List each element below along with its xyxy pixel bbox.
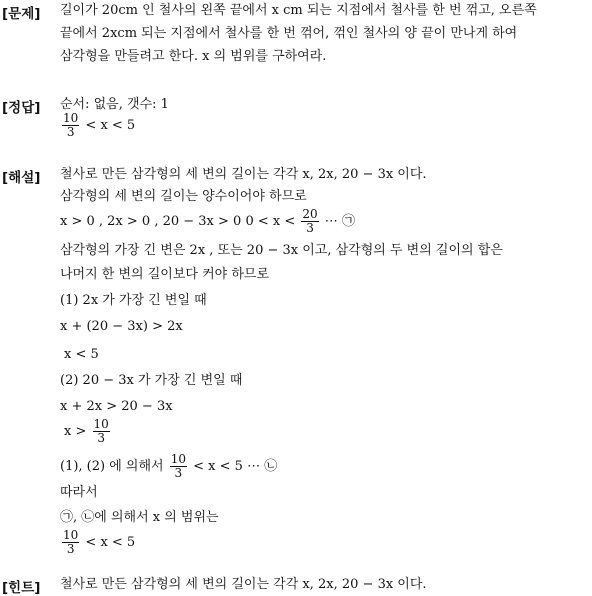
hint-line: 철사로 만든 삼각형의 세 변의 길이는 각각 x, 2x, 20 − 3x 이다. xyxy=(60,577,427,592)
solution-line-11 xyxy=(64,418,112,445)
combine-text: (1), (2) 에 의해서 xyxy=(60,459,164,474)
fraction-numerator: 10 xyxy=(93,417,109,431)
mark-giyeok: ㉠ xyxy=(341,214,355,229)
problem-section xyxy=(0,2,592,72)
ellipsis: ⋯ xyxy=(324,214,338,229)
fraction-numerator: 20 xyxy=(302,207,318,221)
answer-tag: [정답] xyxy=(2,100,41,116)
solution-line-12 xyxy=(60,453,277,480)
solution-line-14: ㉠, ㉡에 의해서 x 의 범위는 xyxy=(60,510,219,525)
problem-tag: [문제] xyxy=(2,6,41,22)
solution-tag: [해설] xyxy=(2,170,41,186)
fraction-20-3 xyxy=(301,208,318,235)
hint-tag: [힌트] xyxy=(2,580,41,596)
fraction-denominator: 3 xyxy=(93,431,110,445)
fraction-denominator: 3 xyxy=(62,542,79,556)
solution-line-4: 삼각형의 가장 긴 변은 2x , 또는 20 − 3x 이고, 삼각형의 두 변의 길이의 합은 xyxy=(60,243,503,258)
solution-section xyxy=(0,166,592,566)
solution-line-7: x + (20 − 3x) > 2x xyxy=(60,319,183,334)
solution-line-13: 따라서 xyxy=(60,485,98,500)
problem-line-1: 길이가 20cm 인 철사의 왼쪽 끝에서 x cm 되는 지점에서 철사를 한 번 꺾고, 오른쪽 xyxy=(60,3,537,18)
fraction-denominator: 3 xyxy=(62,125,79,139)
solution-line-6: (1) 2x 가 가장 긴 변일 때 xyxy=(60,293,207,308)
final-range-text: < x < 5 xyxy=(85,535,136,550)
solution-line-1: 철사로 만든 삼각형의 세 변의 길이는 각각 x, 2x, 20 − 3x 이다. xyxy=(60,167,427,182)
fraction-10-3 xyxy=(93,418,110,445)
answer-range-text: < x < 5 xyxy=(85,118,136,133)
fraction-10-3 xyxy=(170,453,187,480)
solution-line-3 xyxy=(60,208,355,235)
answer-meta: 순서: 없음, 갯수: 1 xyxy=(60,97,169,112)
solution-line-8: x < 5 xyxy=(64,347,99,362)
solution-line-10: x + 2x > 20 − 3x xyxy=(60,399,173,414)
solution-line-5: 나머지 한 변의 길이보다 커야 하므로 xyxy=(60,267,270,282)
solution-line-9: (2) 20 − 3x 가 가장 긴 변일 때 xyxy=(60,373,243,388)
hint-section xyxy=(0,576,592,596)
answer-section xyxy=(0,96,592,156)
mark-nieun: ㉡ xyxy=(264,459,278,474)
fraction-denominator: 3 xyxy=(301,221,318,235)
problem-line-2: 끝에서 2xcm 되는 지점에서 철사를 한 번 꺾어, 꺾인 철사의 양 끝이 만나게 하여 xyxy=(60,26,518,41)
fraction-denominator: 3 xyxy=(170,466,187,480)
solution-line-15 xyxy=(60,529,135,556)
fraction-10-3 xyxy=(62,529,79,556)
inequality-text: x > 0 , 2x > 0 , 20 − 3x > 0 0 < x < xyxy=(60,214,296,229)
problem-line-3: 삼각형을 만들려고 한다. x 의 범위를 구하여라. xyxy=(60,49,327,64)
fraction-numerator: 10 xyxy=(170,452,187,466)
solution-line-2: 삼각형의 세 변의 길이는 양수이어야 하므로 xyxy=(60,189,307,204)
inequality-text: x > xyxy=(64,424,87,439)
answer-fraction xyxy=(62,112,79,139)
answer-range xyxy=(60,112,135,139)
inequality-text: < x < 5 ⋯ xyxy=(193,459,261,474)
fraction-numerator: 10 xyxy=(63,111,79,125)
fraction-numerator: 10 xyxy=(63,528,79,542)
